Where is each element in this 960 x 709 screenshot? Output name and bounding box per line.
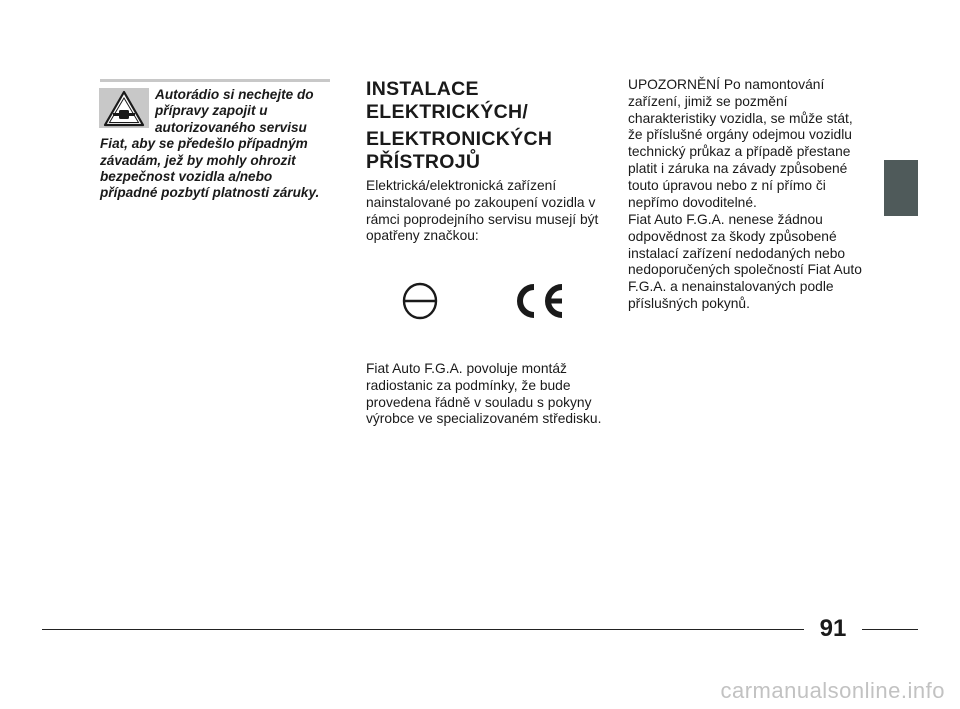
section-heading	[366, 78, 606, 174]
column2-paragraph-2: Fiat Auto F.G.A. povoluje montáž radiostanic za podmínky, že bude provedena řádně v souladu s pokyny výrobce ve specializovaném středisku.	[366, 361, 602, 427]
warning-text: Autorádio si nechejte do přípravy zapojit u autorizovaného servisu Fiat, aby se předešlo případným závadám, jež by mohly ohrozit bezpečnost vozidla a/nebo případné pozbytí platnosti záruky.	[100, 87, 320, 201]
watermark: carmanualsonline.info	[720, 678, 945, 703]
e-mark-icon	[400, 282, 440, 320]
column3-paragraph-2: Fiat Auto F.G.A. nenese žádnou odpovědnost za škody způsobené instalací zařízení nedodaných nebo nedoporučených společností Fiat Auto F.G.A. a nenainstalovaných podle příslušných pokynů.	[628, 212, 862, 311]
chapter-thumb-tab	[884, 160, 918, 216]
warning-note	[100, 87, 332, 202]
heading-line-3: ELEKTRONICKÝCH	[366, 128, 553, 150]
heading-line-4: PŘÍSTROJŮ	[366, 151, 481, 173]
column2-paragraph-1: Elektrická/elektronická zařízení nainstalované po zakoupení vozidla v rámci poprodejního servisu musejí být opatřeny značkou:	[366, 178, 599, 244]
heading-line-1: INSTALACE	[366, 78, 479, 100]
page-number: 91	[819, 615, 847, 642]
ce-mark-icon	[512, 283, 566, 319]
footer-rule-left	[42, 629, 804, 630]
heading-line-2: ELEKTRICKÝCH/	[366, 101, 529, 123]
footer-rule-right	[862, 629, 918, 630]
column3-paragraph-1: UPOZORNĚNÍ Po namontování zařízení, jimiž se pozmění charakteristiky vozidla, se může stát, že příslušné orgány odejmou vozidlu technický průkaz a případě přestane platit i záruka na závady způsobené touto úpravou nebo z ní přímo či nepřímo dovoditelné.	[628, 77, 853, 210]
warning-top-rule	[100, 79, 330, 82]
